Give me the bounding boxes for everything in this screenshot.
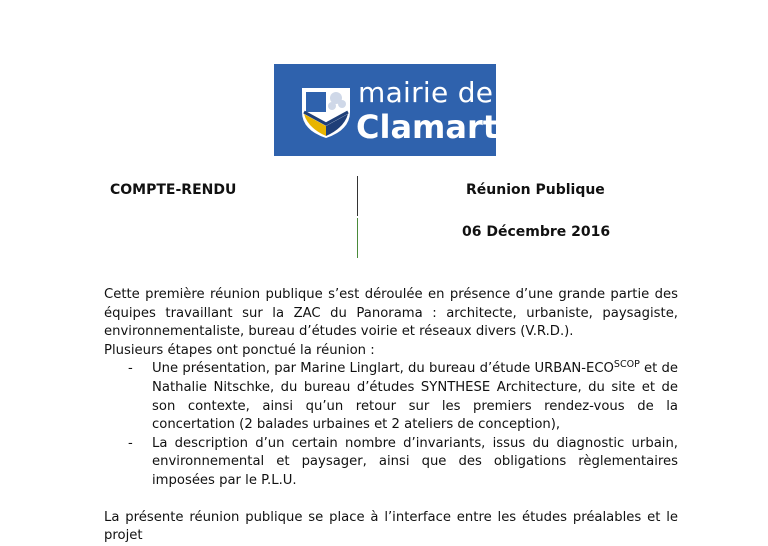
- paragraph-steps: Plusieurs étapes ont ponctué la réunion :: [104, 342, 375, 358]
- bullet1-superscript: SCOP: [613, 359, 640, 371]
- bullet-marker: -: [128, 435, 133, 451]
- logo-text-line1: mairie de: [358, 76, 494, 109]
- meeting-date: 06 Décembre 2016: [462, 224, 611, 240]
- header-divider-top: [357, 176, 358, 216]
- paragraph-intro: Cette première réunion publique s’est déroulée en présence d’une grande partie des équipes travaillant sur la ZAC du Panorama : architecte, urbaniste, paysagiste, environnementaliste, bureau d’études voirie et réseaux divers (V.R.D.).: [104, 287, 678, 340]
- bullet1-text-start: Une présentation, par Marine Linglart, du bureau d’étude URBAN-ECO: [152, 361, 614, 377]
- mairie-logo: [274, 64, 499, 156]
- meeting-title: Réunion Publique: [466, 182, 605, 198]
- paragraph-gap: [104, 491, 678, 509]
- list-item: [104, 435, 678, 491]
- bullet2-text: La description d’un certain nombre d’invariants, issus du diagnostic urbain, environnemental et paysager, ainsi que des obligations règlementaires imposées par le P.L.U.: [152, 435, 678, 488]
- list-item: [104, 360, 678, 434]
- logo-text-line2: Clamart: [356, 108, 499, 146]
- header-divider-bottom: [357, 218, 358, 258]
- paragraph-interface: La présente réunion publique se place à l’interface entre les études préalables et le projet: [104, 509, 678, 544]
- clamart-coat-of-arms-icon: [300, 82, 352, 140]
- document-type: COMPTE-RENDU: [110, 182, 237, 198]
- bullet-marker: -: [128, 361, 133, 377]
- document-body: [104, 286, 678, 546]
- bullet1-text-end: et de Nathalie Nitschke, du bureau d’études SYNTHESE Architecture, du site et de son contexte, ainsi qu’un retour sur les premiers rendez-vous de la concertation (2 balades urbaines et 2 ateliers de conception),: [152, 361, 678, 433]
